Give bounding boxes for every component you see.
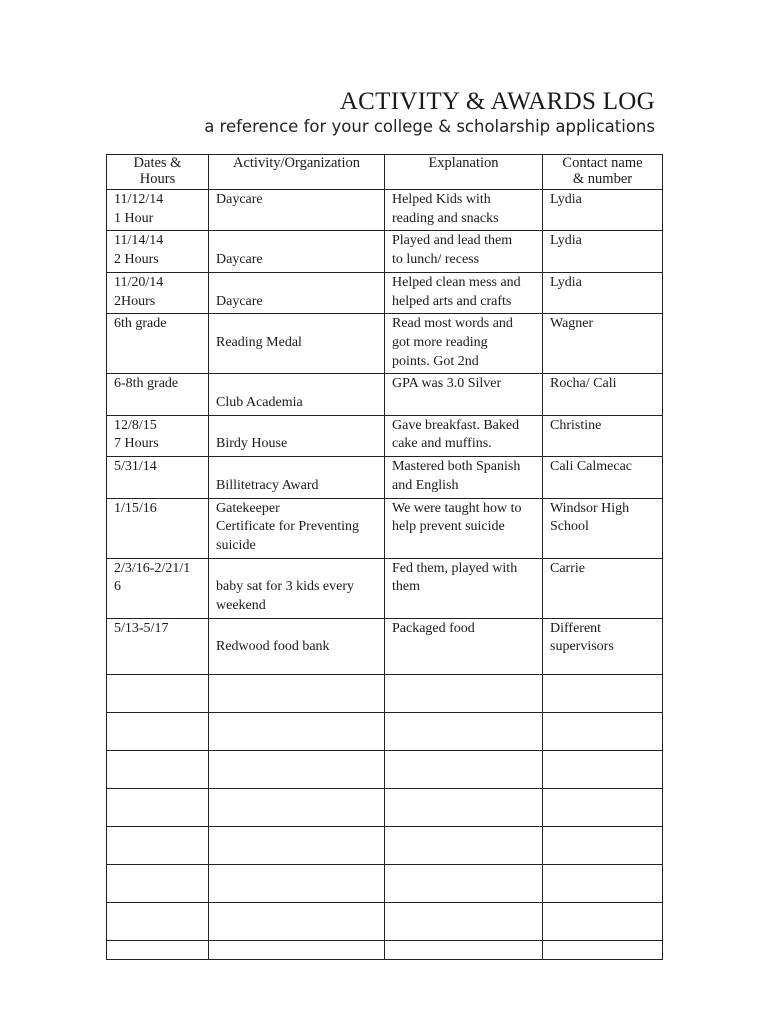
empty-cell xyxy=(209,674,385,712)
empty-cell xyxy=(385,788,543,826)
cell-dates: 11/14/14 2 Hours xyxy=(107,231,209,272)
cell-explanation: Read most words and got more reading points. Got 2nd xyxy=(385,314,543,374)
table-row xyxy=(107,415,663,456)
empty-cell xyxy=(107,674,209,712)
table-row xyxy=(107,190,663,231)
table-row xyxy=(107,558,663,618)
cell-explanation: Mastered both Spanish and English xyxy=(385,457,543,498)
cell-dates: 6th grade xyxy=(107,314,209,374)
empty-cell xyxy=(385,864,543,902)
empty-cell xyxy=(107,940,209,959)
cell-activity: Billitetracy Award xyxy=(209,457,385,498)
cell-explanation: We were taught how to help prevent suicide xyxy=(385,498,543,558)
empty-row xyxy=(107,674,663,712)
empty-row xyxy=(107,826,663,864)
cell-explanation: Helped clean mess and helped arts and crafts xyxy=(385,272,543,313)
header-activity-organization: Activity/Organization xyxy=(209,155,385,190)
cell-explanation: Fed them, played with them xyxy=(385,558,543,618)
cell-contact: Christine xyxy=(543,415,663,456)
empty-cell xyxy=(543,750,663,788)
empty-cell xyxy=(543,826,663,864)
empty-cell xyxy=(385,826,543,864)
empty-cell xyxy=(543,902,663,940)
empty-cell xyxy=(107,902,209,940)
cell-dates: 2/3/16-2/21/1 6 xyxy=(107,558,209,618)
header-dates-hours: Dates & Hours xyxy=(107,155,209,190)
cell-contact: Windsor High School xyxy=(543,498,663,558)
table-row xyxy=(107,374,663,415)
cell-dates: 5/13-5/17 xyxy=(107,618,209,674)
cell-activity: Birdy House xyxy=(209,415,385,456)
empty-cell xyxy=(107,750,209,788)
empty-cell xyxy=(385,674,543,712)
cell-explanation: Played and lead them to lunch/ recess xyxy=(385,231,543,272)
empty-cell xyxy=(543,788,663,826)
cell-contact: Lydia xyxy=(543,190,663,231)
cell-activity: Reading Medal xyxy=(209,314,385,374)
cell-contact: Rocha/ Cali xyxy=(543,374,663,415)
header-contact: Contact name & number xyxy=(543,155,663,190)
empty-cell xyxy=(107,864,209,902)
cell-activity: Gatekeeper Certificate for Preventing suicide xyxy=(209,498,385,558)
empty-row xyxy=(107,750,663,788)
cell-dates: 11/20/14 2Hours xyxy=(107,272,209,313)
cell-contact: Wagner xyxy=(543,314,663,374)
empty-row xyxy=(107,902,663,940)
table-row xyxy=(107,618,663,674)
cell-explanation: Gave breakfast. Baked cake and muffins. xyxy=(385,415,543,456)
cell-activity: Daycare xyxy=(209,272,385,313)
cell-contact: Carrie xyxy=(543,558,663,618)
empty-row xyxy=(107,712,663,750)
empty-cell xyxy=(107,826,209,864)
cell-dates: 11/12/14 1 Hour xyxy=(107,190,209,231)
empty-cell xyxy=(385,750,543,788)
cell-explanation: Packaged food xyxy=(385,618,543,674)
empty-cell xyxy=(107,712,209,750)
cell-contact: Lydia xyxy=(543,272,663,313)
cell-explanation: GPA was 3.0 Silver xyxy=(385,374,543,415)
empty-cell xyxy=(209,750,385,788)
empty-cell xyxy=(209,902,385,940)
empty-row xyxy=(107,788,663,826)
table-row xyxy=(107,457,663,498)
empty-cell xyxy=(385,902,543,940)
table-row xyxy=(107,231,663,272)
cell-dates: 5/31/14 xyxy=(107,457,209,498)
cell-activity: Redwood food bank xyxy=(209,618,385,674)
cell-activity: Daycare xyxy=(209,231,385,272)
empty-cell xyxy=(209,940,385,959)
table-header-row xyxy=(107,155,663,190)
empty-cell xyxy=(543,712,663,750)
cell-activity: Club Academia xyxy=(209,374,385,415)
cell-contact: Lydia xyxy=(543,231,663,272)
empty-cell xyxy=(209,788,385,826)
empty-cell xyxy=(543,864,663,902)
empty-cell xyxy=(107,788,209,826)
header-explanation: Explanation xyxy=(385,155,543,190)
empty-cell xyxy=(209,864,385,902)
table-row xyxy=(107,314,663,374)
cell-activity: Daycare xyxy=(209,190,385,231)
cell-dates: 12/8/15 7 Hours xyxy=(107,415,209,456)
empty-row xyxy=(107,940,663,959)
cell-activity: baby sat for 3 kids every weekend xyxy=(209,558,385,618)
empty-cell xyxy=(209,826,385,864)
cell-dates: 6-8th grade xyxy=(107,374,209,415)
empty-cell xyxy=(543,674,663,712)
cell-contact: Cali Calmecac xyxy=(543,457,663,498)
activity-log-table xyxy=(106,154,663,960)
empty-cell xyxy=(385,940,543,959)
cell-contact: Different supervisors xyxy=(543,618,663,674)
empty-cell xyxy=(209,712,385,750)
cell-dates: 1/15/16 xyxy=(107,498,209,558)
page-subtitle: a reference for your college & scholarship applications xyxy=(204,117,655,136)
page-title: ACTIVITY & AWARDS LOG xyxy=(339,88,655,115)
table-row xyxy=(107,272,663,313)
empty-cell xyxy=(543,940,663,959)
cell-explanation: Helped Kids with reading and snacks xyxy=(385,190,543,231)
table-row xyxy=(107,498,663,558)
empty-row xyxy=(107,864,663,902)
empty-cell xyxy=(385,712,543,750)
